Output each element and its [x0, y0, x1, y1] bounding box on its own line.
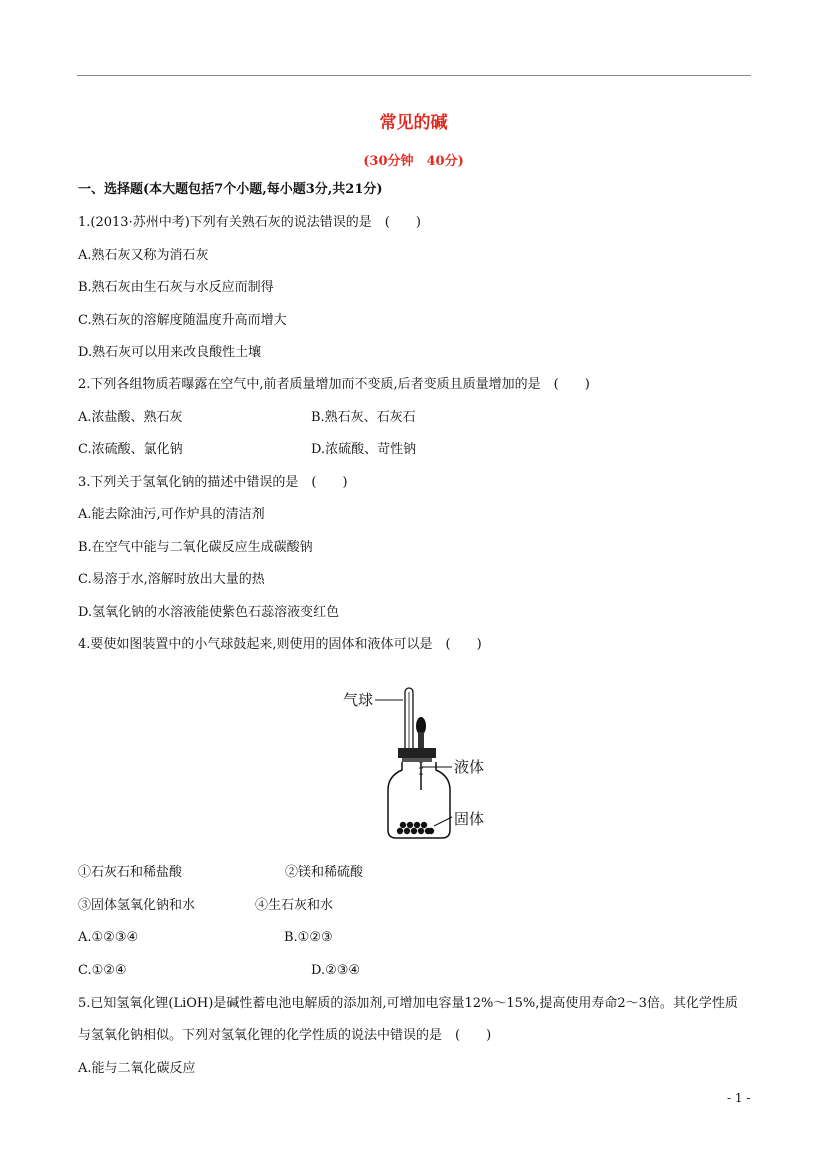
page-title: 常见的碱 — [379, 113, 448, 133]
question-3-option-b: B.在空气中能与二氧化碳反应生成碳酸钠 — [78, 540, 313, 555]
question-1-option-d: D.熟石灰可以用来改良酸性土壤 — [78, 345, 262, 360]
question-1-option-b: B.熟石灰由生石灰与水反应而制得 — [78, 280, 274, 295]
question-4-option-d: D.②③④ — [311, 963, 361, 978]
flask-balloon-diagram — [330, 680, 510, 850]
question-4-stem: 4.要使如图装置中的小气球鼓起来,则使用的固体和液体可以是 ( ) — [78, 637, 482, 652]
question-2-option-c: C.浓硫酸、氯化钠 — [78, 442, 183, 457]
label-solid: 固体 — [454, 810, 485, 828]
question-1-stem: 1.(2013·苏州中考)下列有关熟石灰的说法错误的是 ( ) — [78, 215, 421, 230]
question-4-choice-4: ④生石灰和水 — [255, 898, 334, 913]
question-1-option-a: A.熟石灰又称为消石灰 — [78, 248, 209, 263]
question-2-option-a: A.浓盐酸、熟石灰 — [78, 410, 183, 425]
question-2-stem: 2.下列各组物质若曝露在空气中,前者质量增加而不变质,后者变质且质量增加的是 ( ) — [78, 377, 590, 392]
question-3-option-d: D.氢氧化钠的水溶液能使紫色石蕊溶液变红色 — [78, 605, 340, 620]
question-2-option-d: D.浓硫酸、苛性钠 — [311, 442, 417, 457]
question-3-stem: 3.下列关于氢氧化钠的描述中错误的是 ( ) — [78, 475, 348, 490]
header-rule — [77, 75, 751, 76]
label-balloon: 气球 — [343, 691, 374, 709]
question-4-choice-3: ③固体氢氧化钠和水 — [78, 898, 196, 913]
label-liquid: 液体 — [454, 758, 485, 776]
question-4-choice-2: ②镁和稀硫酸 — [285, 865, 364, 880]
question-1-option-c: C.熟石灰的溶解度随温度升高而增大 — [78, 313, 287, 328]
question-2-option-b: B.熟石灰、石灰石 — [311, 410, 416, 425]
question-5-stem: 5.已知氢氧化锂(LiOH)是碱性蓄电池电解质的添加剂,可增加电容量12%～15%,提高使用寿命2～3倍。其化学性质与氢氧化钠相似。下列对氢氧化锂的化学性质的说法中错误的是 ( ) — [78, 996, 738, 1043]
question-3-option-a: A.能去除油污,可作炉具的清洁剂 — [78, 507, 265, 522]
section-heading: 一、选择题(本大题包括7个小题,每小题3分,共21分) — [78, 182, 383, 197]
page-number: - 1 - — [727, 1091, 751, 1105]
question-4-option-b: B.①②③ — [284, 930, 333, 945]
page-subtitle: (30分钟 40分) — [363, 154, 464, 169]
question-4-option-c: C.①②④ — [78, 963, 127, 978]
apparatus-figure — [330, 680, 510, 850]
question-4-choice-1: ①石灰石和稀盐酸 — [78, 865, 183, 880]
question-4-option-a: A.①②③④ — [78, 930, 139, 945]
question-3-option-c: C.易溶于水,溶解时放出大量的热 — [78, 572, 265, 587]
question-5-option-a: A.能与二氧化碳反应 — [78, 1061, 196, 1076]
